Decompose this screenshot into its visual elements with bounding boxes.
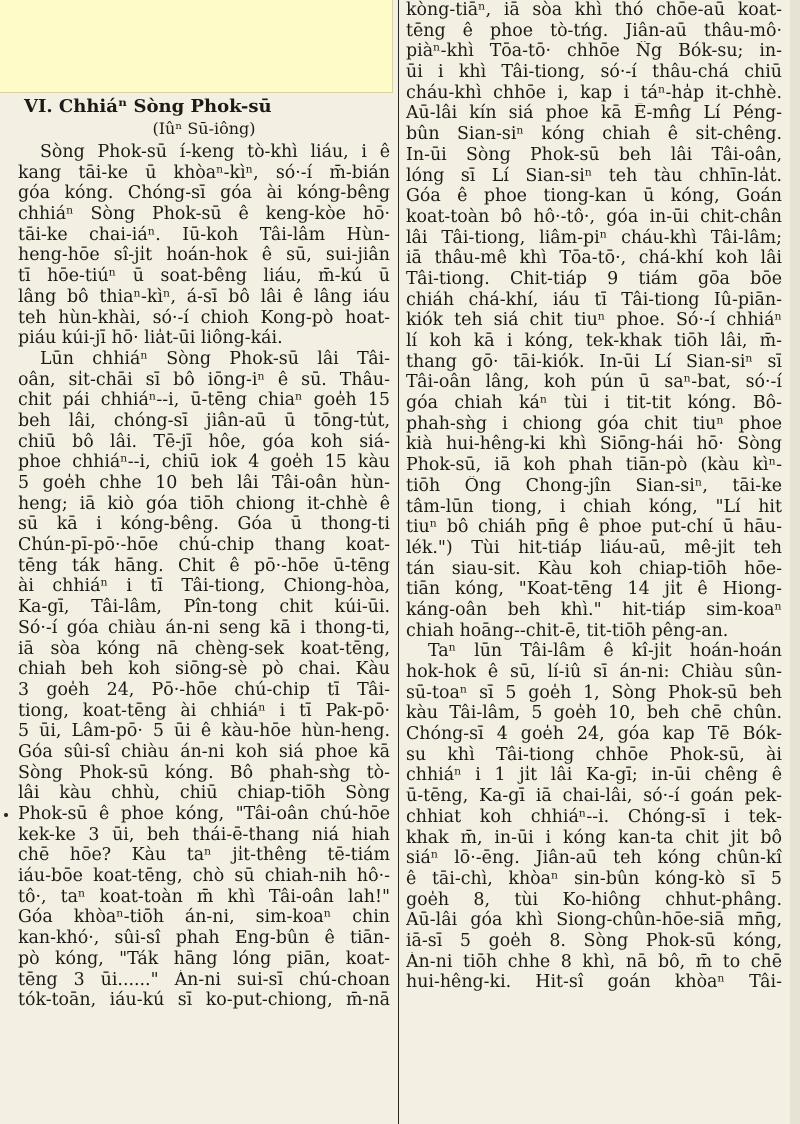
text-line: káng-oân beh khì." hit-tiáp sim-koaⁿ [406, 599, 782, 620]
text-line: thang gō· tāi-kiók. In-ūi Lí Sian-siⁿ sī [406, 351, 782, 372]
text-line: Ka-gī, Tâi-lâm, Pîn-tong chit kúi-ūi. [18, 597, 390, 618]
text-line: góa kóng. Chóng-sī góa ài kóng-bêng [18, 183, 390, 204]
text-line: chhiáⁿ Sòng Phok-sū ê keng-kòe hō· [18, 204, 390, 225]
page-edge [790, 0, 800, 1124]
text-line: heng; iā kiò góa tiōh chiong it-chhè ê [18, 493, 390, 514]
text-line: Góa sûi-sî chiàu án-ni koh siá phoe kā [18, 741, 390, 762]
text-line: iā thâu-mê khì Tōa-tō·, chá-khí koh lâi [406, 248, 782, 269]
text-line: Án-ni tiōh chhe 8 khì, nā bô, m̄ to chē [406, 951, 782, 972]
text-line: Góa ê phoe tiong-kan ū kóng, Goán [406, 186, 782, 207]
text-line: oân, si̍t-chāi sī bô iōng-iⁿ ê sū. Thâu- [18, 369, 390, 390]
text-line: ài chhiáⁿ i tī Tâi-tiong, Chiong-hòa, [18, 576, 390, 597]
text-line: tāi-ke chai-iáⁿ. Iū-koh Tâi-lâm Hùn- [18, 224, 390, 245]
text-line: chiah hoāng--chit-ē, tit-tiōh pêng-an. [406, 620, 729, 641]
text-line: ū-tēng, Ka-gī iā chai-lâi, só·-í goán pek- [406, 786, 782, 807]
text-line: koat-toàn bô hô·-tô·, góa in-ūi chit-chân [406, 206, 782, 227]
text-line: tiong, koat-tēng ài chhiáⁿ i tī Pak-pō· [18, 700, 390, 721]
text-line: iā sòa kóng nā chèng-sek koat-tēng, [18, 638, 390, 659]
text-line: piàⁿ-khì Tōa-tō· chhōe N̂g Bók-su; in- [406, 41, 782, 62]
text-line: lóng sī Lí Sian-siⁿ teh tàu chhīn-la̍t. [406, 165, 782, 186]
text-line: In-ūi Sòng Phok-sū beh lâi Tâi-oân, [406, 144, 782, 165]
text-line: phoe chhiáⁿ--i, chiū iok 4 goe̍h 15 kàu [18, 452, 390, 473]
text-line: tâm-lūn tiong, i chiah kóng, "Lí hit [406, 496, 782, 517]
text-line: lí koh kā i kóng, tek-khak tiōh lâi, m̄- [406, 331, 782, 351]
text-line: kang tāi-ke ū khòaⁿ-kìⁿ, só·-í m̄-bián [18, 162, 390, 183]
text-line: hok-hok ê sū, lí-iû sī án-ni: Chiàu sûn- [406, 662, 782, 682]
text-line: piáu kúi-jī hō· lia̍t-ūi liông-kái. [18, 328, 283, 349]
text-line: beh lâi, chóng-sī jiân-aū ū tōng-tu̍t, [18, 410, 390, 431]
text-line: cháu-khì chhōe i, kap i táⁿ-ha̍p it-chhè. [406, 82, 782, 103]
text-line: ūi i khì Tâi-tiong, só·-í thâu-chá chiū [406, 62, 782, 83]
text-line: chhiáⁿ i 1 ji̍t lâi Ka-gī; in-ūi chêng ê [406, 765, 782, 786]
text-line: Phok-sū, iā koh phah tiān-pò (kàu kìⁿ- [406, 455, 782, 476]
text-line: tô·, taⁿ koat-toàn m̄ khì Tâi-oân lah!" [18, 886, 390, 907]
text-line: chē hōe? Kàu taⁿ ji̍t-thêng tē-tiám [18, 845, 390, 866]
text-line: sū kā i kóng-bêng. Góa ū thong-ti [18, 514, 390, 535]
text-line: kiók teh siá chit tiuⁿ phoe. Só·-í chhiáⁿ [406, 310, 782, 331]
text-line: chit pái chhiáⁿ--i, ū-tēng chiaⁿ goe̍h 15 [18, 390, 390, 411]
text-line: tiuⁿ bô chiáh pn̄g ê phoe put-chí ū hāu- [406, 517, 782, 538]
text-line: tēng ták hāng. Chit ê pō·-hōe ū-tēng [18, 555, 390, 576]
text-line: heng-hōe sî-ji̍t hoán-hok ê sū, sui-jiân [18, 245, 390, 266]
text-line: chiū bô lâi. Tē-jī hôe, góa koh siá- [18, 431, 390, 452]
text-line: lâi kàu chhù, chiū chiap-tiōh Sòng [18, 783, 390, 804]
text-line: hui-hêng-ki. Hit-sî goán khòaⁿ Tâi- [406, 972, 782, 993]
text-line: 3 goe̍h 24, Pō·-hōe chú-chip tī Tâi- [18, 679, 390, 700]
text-line: lâng bô thiaⁿ-kìⁿ, á-sī bô lâi ê lâng iáu [18, 286, 390, 307]
text-line: Sòng Phok-sū í-keng tò-khì liáu, i ê [40, 142, 390, 162]
article-heading: VI. Chhiáⁿ Sòng Phok-sū [24, 96, 272, 117]
text-line: 5 ūi, Lâm-pō· 5 ūi ê kàu-hōe hùn-heng. [18, 721, 390, 742]
text-line: phah-sǹg i chiong góa chit tiuⁿ phoe [406, 413, 782, 434]
text-line: kek-ke 3 ūi, beh thái-ē-thang niá hiah [18, 824, 390, 845]
text-line: góa chiah káⁿ tùi i tit-tit kóng. Bô- [406, 393, 782, 414]
text-line: Chóng-sī 4 goe̍h 24, góa kap Tē Bók- [406, 724, 782, 745]
text-line: sū-toaⁿ sī 5 goe̍h 1, Sòng Phok-sū beh [406, 682, 782, 703]
text-line: lâi Tâi-tiong, liâm-piⁿ cháu-khì Tâi-lâm; [406, 227, 782, 248]
article-author: (Iûⁿ Sū-iông) [152, 119, 256, 138]
text-line: Aū-lâi kín siá phoe kā Ē-mn̂g Lí Péng- [406, 103, 782, 124]
text-line: tán siau-sit. Kàu koh chiap-tiōh hōe- [406, 558, 782, 579]
text-line: Só·-í góa chiàu án-ni seng kā i thong-ti, [18, 617, 390, 638]
text-line: lék.") Tùi hit-tiáp liáu-aū, mê-ji̍t teh [406, 537, 782, 558]
text-line: iā-sī 5 goe̍h 8. Sòng Phok-sū kóng, [406, 930, 782, 951]
text-line: tēng 3 ūi......" Án-ni sui-sī chú-choan [18, 969, 390, 990]
text-line: iáu-bōe koat-tēng, chò sū chiah-nih hô·- [18, 866, 390, 887]
text-line: ê tāi-chì, khòaⁿ sin-bûn kóng-kò sī 5 [406, 868, 782, 889]
text-line: tēng ê phoe tò-tńg. Jiân-aū thâu-mô· [406, 20, 782, 41]
text-line: Lūn chhiáⁿ Sòng Phok-sū lâi Tâi- [40, 348, 390, 369]
sticky-note-highlight [0, 0, 393, 93]
text-line: Aū-lâi góa khì Siong-chûn-hōe-siā mn̄g, [406, 910, 782, 931]
text-line: siáⁿ lō·-ēng. Jiân-aū teh kóng chûn-kî [406, 848, 782, 869]
text-line: goe̍h 8, tùi Ko-hiông chhut-phâng. [406, 889, 782, 910]
text-line: tók-toān, iáu-kú sī ko-put-chiong, m̄-nā [18, 990, 390, 1011]
text-line: tī hōe-tiúⁿ ū soat-bêng liáu, m̄-kú ū [18, 266, 390, 287]
text-line: Taⁿ lūn Tâi-lâm ê kî-ji̍t hoán-hoán [428, 641, 782, 662]
text-line: tiōh Ông Chong-jîn Sian-siⁿ, tāi-ke [406, 475, 782, 496]
column-divider [398, 0, 399, 1124]
text-line: kòng-tiāⁿ, iā sòa khì thó chōe-aū koat- [406, 0, 782, 20]
text-line: chiah beh koh siōng-sè pò chai. Kàu [18, 659, 390, 680]
text-line: pò kóng, "Ták hāng lóng piān, koat- [18, 948, 390, 969]
left-column [18, 96, 390, 1011]
text-line: Sòng Phok-sū kóng. Bô phah-sǹg tò- [18, 762, 390, 783]
right-column [406, 0, 782, 993]
text-line: Chún-pī-pō·-hōe chú-chip thang koat- [18, 535, 390, 556]
text-line: teh hùn-khài, só·-í chioh Kong-pò hoat- [18, 307, 390, 328]
text-line: Tâi-oân lâng, koh pún ū saⁿ-bat, só·-í [406, 372, 782, 393]
right-column-body [406, 0, 782, 993]
text-line: kàu Tâi-lâm, 5 goe̍h 10, beh chē chûn. [406, 703, 782, 724]
text-line: chiáh chá-khí, iáu tī Tâi-tiong Iû-piān- [406, 289, 782, 310]
text-line: Tâi-tiong. Chit-tiáp 9 tiám gōa bōe [406, 268, 782, 289]
text-line: kià hui-hêng-ki khì Siōng-hái hō· Sòng [406, 434, 782, 455]
text-line: bûn Sian-siⁿ kóng chiah ê si̍t-chêng. [406, 124, 782, 145]
text-line: su khì Tâi-tiong chhōe Phok-sū, ài [406, 744, 782, 765]
text-line: 5 goe̍h chhe 10 beh lâi Tâi-oân hùn- [18, 473, 390, 493]
margin-dot [4, 813, 8, 817]
text-line: tiān kóng, "Koat-tēng 14 ji̍t ê Hiong- [406, 579, 782, 600]
text-line: Phok-sū ê phoe kóng, "Tâi-oân chú-hōe [18, 804, 390, 824]
text-line: kan-khó·, sûi-sî phah Eng-bûn ê tiān- [18, 928, 390, 949]
text-line: khak m̄, in-ūi i kóng kan-ta chit ji̍t bô [406, 827, 782, 848]
text-line: chhiat koh chhiáⁿ--i. Chóng-sī i tek- [406, 806, 782, 827]
text-line: Góa khòaⁿ-tiōh án-ni, sim-koaⁿ chin [18, 907, 390, 928]
left-column-body [18, 142, 390, 1011]
